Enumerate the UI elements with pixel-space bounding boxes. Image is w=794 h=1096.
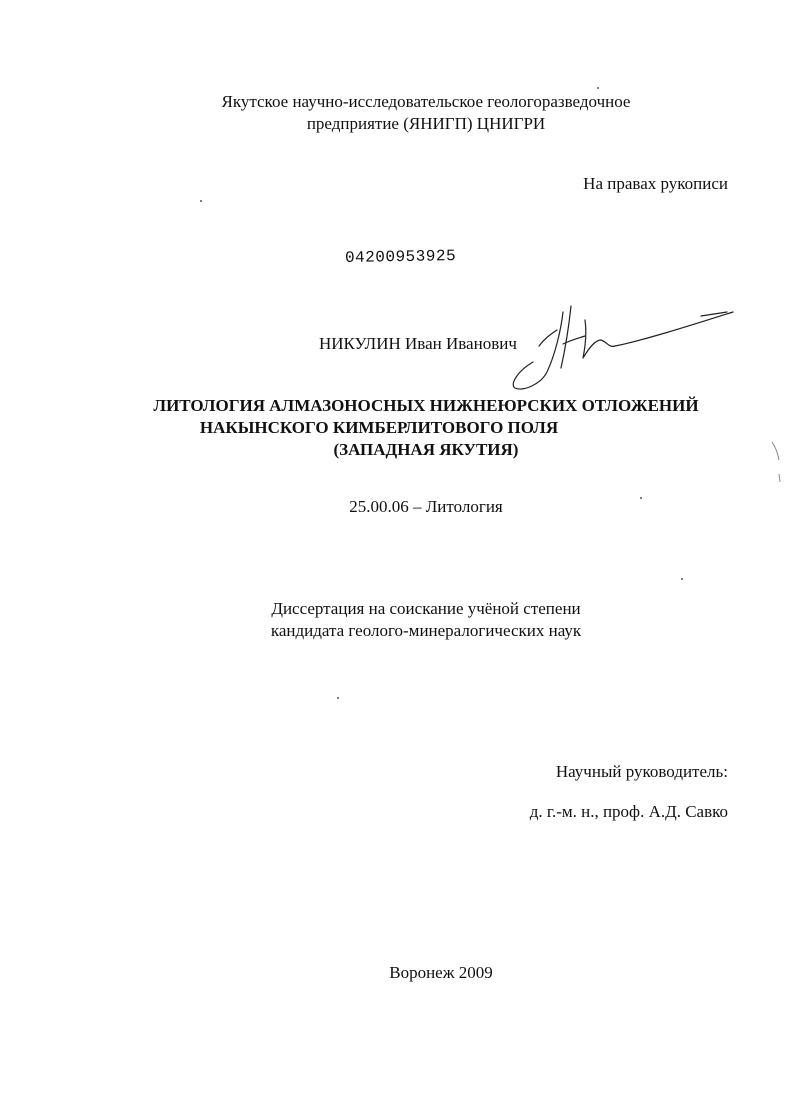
degree-line-2: кандидата геолого-минералогических наук — [270, 621, 582, 640]
scan-margin-mark — [770, 440, 782, 485]
degree-line-1: Диссертация на соискание учёной степени — [271, 599, 581, 618]
scan-speck — [597, 87, 599, 89]
scan-speck — [337, 697, 339, 699]
organization-line-2: предприятие (ЯНИГП) ЦНИГРИ — [306, 114, 546, 133]
city-year: Воронеж 2009 — [389, 963, 493, 982]
title-line-2: НАКЫНСКОГО КИМБЕРЛИТОВОГО ПОЛЯ — [199, 418, 559, 437]
supervisor-label: Научный руководитель: — [555, 762, 728, 781]
scan-speck — [681, 578, 683, 580]
scan-speck — [200, 200, 202, 202]
archive-code-stamp: 04200953925 — [344, 247, 457, 267]
supervisor-name: д. г.-м. н., проф. А.Д. Савко — [529, 802, 728, 821]
title-line-3: (ЗАПАДНАЯ ЯКУТИЯ) — [333, 440, 519, 459]
manuscript-rights: На правах рукописи — [583, 174, 728, 193]
signature-icon — [505, 300, 737, 400]
scan-speck — [640, 497, 642, 499]
author-name: НИКУЛИН Иван Иванович — [319, 334, 517, 353]
specialty-code: 25.00.06 – Литология — [349, 497, 503, 516]
organization-line-1: Якутское научно-исследовательское геологоразведочное — [221, 92, 631, 111]
title-line-1: ЛИТОЛОГИЯ АЛМАЗОНОСНЫХ НИЖНЕЮРСКИХ ОТЛОЖЕНИЙ — [153, 396, 699, 415]
